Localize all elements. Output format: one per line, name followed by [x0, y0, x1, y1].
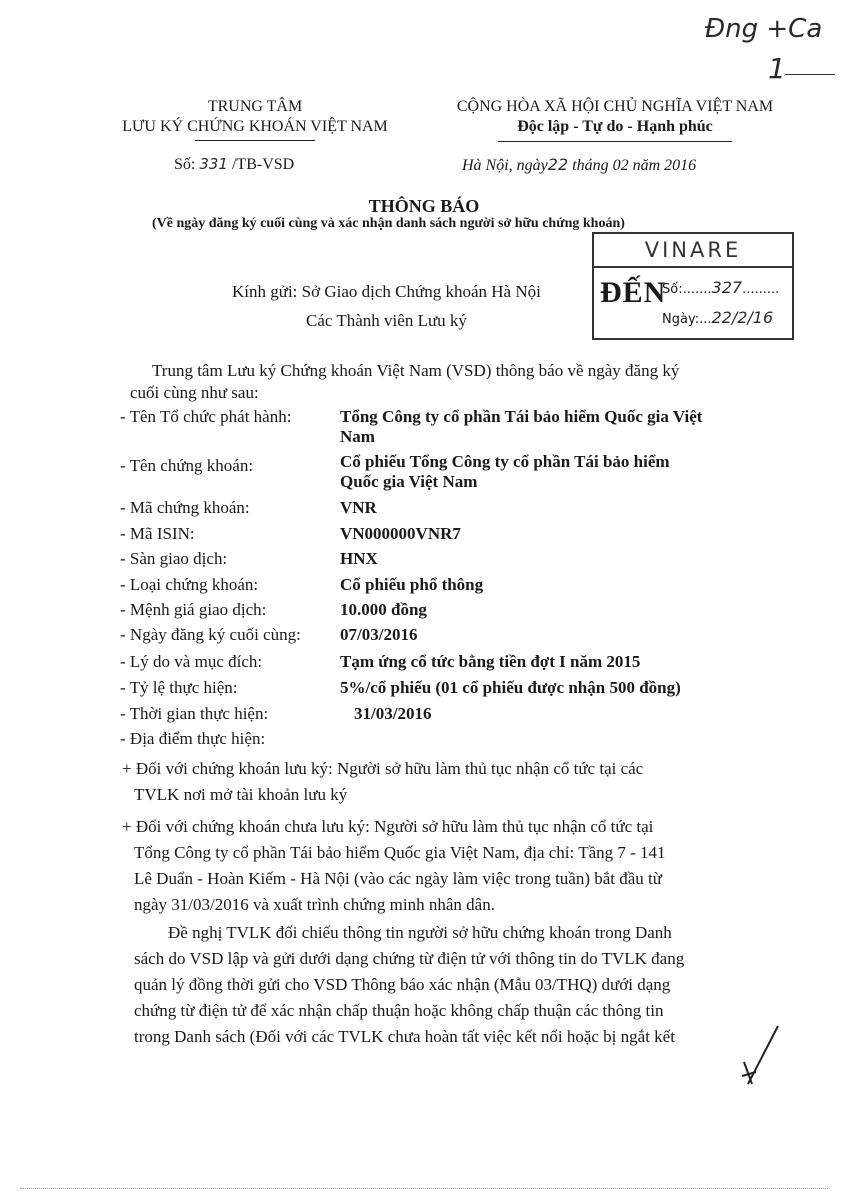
detail-value: Nam: [340, 427, 375, 446]
closing-line: Đề nghị TVLK đối chiếu thông tin người sở hữu chứng khoán trong Danh: [168, 923, 672, 942]
handwritten-mark: 1: [768, 52, 786, 85]
detail-label: - Ngày đăng ký cuối cùng:: [120, 625, 301, 644]
detail-label: - Lý do và mục đích:: [120, 652, 263, 671]
received-stamp: [592, 232, 794, 340]
issue-date: [462, 155, 696, 175]
detail-value: 10.000 đồng: [340, 600, 427, 619]
stamp-org: VINARE: [644, 238, 742, 262]
recipients-label: Kính gửi:: [232, 282, 298, 301]
doc-number-prefix: Số:: [174, 156, 196, 173]
detail-value: Cổ phiếu Tổng Công ty cổ phần Tái bảo hiểm: [340, 452, 670, 471]
handwritten-check-icon: [738, 1022, 782, 1086]
location-item-2: Lê Duẩn - Hoàn Kiếm - Hà Nội (vào các ngày làm việc trong tuần) bắt đầu từ: [134, 869, 662, 888]
location-item-2: Tổng Công ty cổ phần Tái bảo hiểm Quốc gia Việt Nam, địa chỉ: Tầng 7 - 141: [134, 843, 666, 862]
stamp-den: ĐẾN: [600, 276, 667, 309]
stamp-number: Số:.......327.........: [662, 278, 780, 297]
detail-value: HNX: [340, 549, 378, 568]
detail-label: - Địa điểm thực hiện:: [120, 729, 266, 748]
location-item-2: + Đối với chứng khoán chưa lưu ký: Người sở hữu làm thủ tục nhận cổ tức tại: [122, 817, 654, 836]
detail-label: - Mệnh giá giao dịch:: [120, 600, 267, 619]
detail-label: - Tên Tổ chức phát hành:: [120, 407, 292, 426]
detail-value: 07/03/2016: [340, 625, 418, 644]
handwritten-underline: [785, 74, 835, 75]
detail-value: 5%/cổ phiếu (01 cổ phiếu được nhận 500 đồng): [340, 678, 681, 697]
doc-subtitle: (Về ngày đăng ký cuối cùng và xác nhận danh sách người sở hữu chứng khoán): [152, 216, 625, 231]
detail-label: - Sàn giao dịch:: [120, 549, 228, 568]
closing-line: quản lý đồng thời gửi cho VSD Thông báo xác nhận (Mẫu 03/THQ) dưới dạng: [134, 975, 671, 994]
detail-label: - Tên chứng khoán:: [120, 456, 254, 475]
country-motto: Độc lập - Tự do - Hạnh phúc: [517, 118, 713, 135]
doc-title: THÔNG BÁO: [368, 196, 480, 216]
doc-number: [174, 155, 294, 174]
scan-artifact-line: [20, 1188, 828, 1189]
detail-value: Quốc gia Việt Nam: [340, 472, 478, 491]
detail-value: VN000000VNR7: [340, 524, 461, 543]
closing-line: trong Danh sách (Đối với các TVLK chưa hoàn tất việc kết nối hoặc bị ngắt kết: [134, 1027, 675, 1046]
detail-label: - Thời gian thực hiện:: [120, 704, 269, 723]
closing-line: sách do VSD lập và gửi dưới dạng chứng từ điện tử với thông tin do TVLK đang: [134, 949, 685, 968]
intro-line-2: cuối cùng như sau:: [130, 383, 259, 402]
stamp-number-label: Số:: [662, 282, 683, 297]
recipient-2: Các Thành viên Lưu ký: [306, 311, 467, 330]
doc-number-suffix: /TB-VSD: [231, 156, 295, 173]
issue-date-hand: 22: [547, 155, 569, 174]
detail-label: - Tỷ lệ thực hiện:: [120, 678, 238, 697]
country-line-1: CỘNG HÒA XÃ HỘI CHỦ NGHĨA VIỆT NAM: [456, 98, 774, 115]
issue-date-prefix: Hà Nội, ngày: [462, 157, 548, 174]
stamp-number-dots: .......: [682, 282, 712, 297]
detail-label: - Mã ISIN:: [120, 524, 195, 543]
org-line-2: LƯU KÝ CHỨNG KHOÁN VIỆT NAM: [122, 118, 388, 135]
doc-number-hand: 331: [199, 155, 228, 173]
stamp-number-hand: 327: [711, 278, 743, 297]
issue-date-suffix: tháng 02 năm 2016: [572, 157, 697, 174]
stamp-divider: [594, 266, 792, 268]
detail-value: VNR: [340, 498, 377, 517]
org-underline: [195, 140, 315, 141]
closing-line: chứng từ điện tử để xác nhận chấp thuận hoặc không chấp thuận các thông tin: [134, 1001, 664, 1020]
stamp-date-dots: ...: [699, 312, 712, 327]
location-item-1: TVLK nơi mở tài khoản lưu ký: [134, 785, 348, 804]
motto-underline: [498, 141, 732, 142]
handwritten-note: Đng +Ca: [705, 14, 823, 44]
location-item-2: ngày 31/03/2016 và xuất trình chứng minh nhân dân.: [134, 895, 495, 914]
stamp-date-label: Ngày:: [662, 312, 700, 327]
detail-label: - Loại chứng khoán:: [120, 575, 259, 594]
intro-line-1: Trung tâm Lưu ký Chứng khoán Việt Nam (VSD) thông báo về ngày đăng ký: [152, 361, 680, 380]
detail-label: - Mã chứng khoán:: [120, 498, 250, 517]
stamp-date-hand: 22/2/16: [711, 308, 774, 327]
stamp-date: [662, 308, 773, 327]
location-item-1: + Đối với chứng khoán lưu ký: Người sở hữu làm thủ tục nhận cổ tức tại các: [122, 759, 644, 778]
recipient-1: Sở Giao dịch Chứng khoán Hà Nội: [301, 282, 541, 301]
detail-value: 31/03/2016: [354, 704, 432, 723]
detail-value: Cổ phiếu phổ thông: [340, 575, 484, 594]
org-line-1: TRUNG TÂM: [207, 98, 303, 115]
recipients: [232, 282, 541, 302]
detail-value: Tổng Công ty cổ phần Tái bảo hiểm Quốc gia Việt: [340, 407, 703, 426]
detail-value: Tạm ứng cổ tức bằng tiền đợt I năm 2015: [340, 652, 641, 671]
